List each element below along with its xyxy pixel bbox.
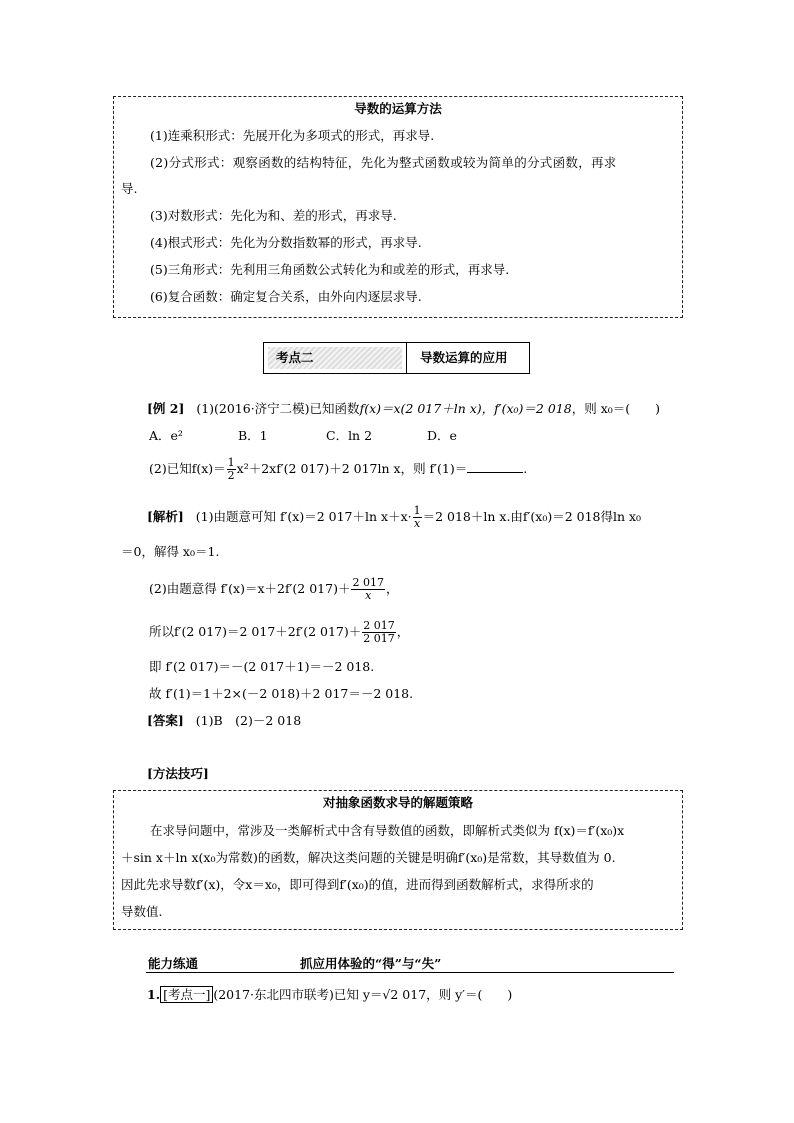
box-title: 导数的运算方法 <box>354 101 442 116</box>
example-line-1 <box>147 400 660 418</box>
fraction-2017-over-2017 <box>362 620 396 645</box>
q2-end: . <box>523 461 528 476</box>
solution-text: 所以f′(2 017)＝2 017＋2f′(2 017)＋ <box>149 624 362 639</box>
solution-line-2: ＝0，解得 x₀＝1. <box>121 544 220 559</box>
solution-text: ， <box>385 581 399 596</box>
solution-line-3 <box>149 577 398 602</box>
box-line: (6)复合函数：确定复合关系，由外向内逐层求导. <box>150 289 422 304</box>
answer-blank <box>467 462 523 473</box>
frac-num: 2 017 <box>352 576 384 589</box>
frac-den: 2 017 <box>363 632 395 645</box>
frac-num: 2 017 <box>363 619 395 632</box>
exercise-text: (2017·东北四市联考)已知 y＝√2 017，则 y′＝( ) <box>213 987 513 1002</box>
topic-tag: [考点一] <box>160 986 213 1003</box>
exercise-number: 1. <box>147 987 161 1002</box>
topic-header-divider <box>406 343 407 373</box>
solution-text: (2)由题意得 f′(x)＝x＋2f′(2 017)＋ <box>149 581 351 596</box>
example-q2 <box>149 457 527 482</box>
example-q1-function: f(x)＝x(2 017＋ln x)，f′(x₀)＝2 018 <box>359 401 572 416</box>
method-line: 因此先求导数f′(x)，令x＝x₀，即可得到f′(x₀)的值，进而得到函数解析式，求得所求的 <box>121 877 594 892</box>
topic-header <box>263 342 530 374</box>
method-line: ＋sin x＋ln x(x₀为常数)的函数，解决这类问题的关键是明确f′(x₀)是常数，其导数值为 0. <box>121 850 616 865</box>
topic-label: 考点二 <box>276 350 314 365</box>
box-line: (1)连乘积形式：先展开化为多项式的形式，再求导. <box>150 128 435 143</box>
solution-text: (1)由题意可知 f′(x)＝2 017＋ln x＋x· <box>195 509 412 524</box>
ability-left: 能力练通 <box>148 956 199 971</box>
frac-num: 1 <box>413 504 421 517</box>
frac-den: x <box>365 589 372 602</box>
box-line: (4)根式形式：先化为分数指数幂的形式，再求导. <box>150 235 422 250</box>
box-line: (3)对数形式：先化为和、差的形式，再求导. <box>150 208 397 223</box>
option-a: A．e² <box>149 428 183 443</box>
box-line: 导. <box>121 181 138 196</box>
topic-title: 导数运算的应用 <box>420 350 508 365</box>
method-box-title: 对抽象函数求导的解题策略 <box>322 795 473 810</box>
frac-num: 1 <box>227 456 235 469</box>
solution-line-4 <box>149 620 409 645</box>
ability-right: 抓应用体验的“得”与“失” <box>300 956 442 971</box>
option-b: B．1 <box>238 428 268 443</box>
answer-text: (1)B (2)－2 018 <box>195 713 302 728</box>
exercise-1 <box>147 986 512 1004</box>
frac-den: x <box>413 517 421 530</box>
answer-line <box>147 712 301 730</box>
method-line: 导数值. <box>121 904 163 919</box>
box-line: (2)分式形式：观察函数的结构特征，先化为整式函数或较为简单的分式函数，再求 <box>150 155 617 170</box>
q2-body: x²＋2xf′(2 017)＋2 017ln x，则 f′(1)＝ <box>236 461 468 476</box>
option-c: C．ln 2 <box>326 428 373 443</box>
solution-label: [解析] <box>147 509 184 524</box>
solution-line-5: 即 f′(2 017)＝－(2 017＋1)＝－2 018. <box>149 659 375 674</box>
option-d: D．e <box>427 428 457 443</box>
solution-text: ， <box>396 624 410 639</box>
ability-rule <box>146 972 674 973</box>
fraction-2017-over-x <box>351 577 385 602</box>
example-q1-ask: ，则 x₀＝( ) <box>571 401 661 416</box>
box-line: (5)三角形式：先利用三角函数公式转化为和或差的形式，再求导. <box>150 262 510 277</box>
fraction-half <box>227 457 236 482</box>
method-heading: [方法技巧] <box>147 766 209 781</box>
example-label: [例 2] <box>147 401 185 416</box>
solution-text: ＝2 018＋ln x.由f′(x₀)＝2 018得ln x₀ <box>422 509 642 524</box>
answer-label: [答案] <box>147 713 184 728</box>
fraction-one-over-x <box>413 505 422 530</box>
frac-den: 2 <box>227 469 235 482</box>
solution-line-6: 故 f′(1)＝1＋2×(－2 018)＋2 017＝－2 018. <box>149 686 414 701</box>
solution-line-1 <box>147 505 641 530</box>
method-line: 在求导问题中，常涉及一类解析式中含有导数值的函数，即解析式类似为 f(x)＝f′(x₀)x <box>150 823 625 838</box>
q2-intro: (2)已知f(x)＝ <box>149 461 226 476</box>
example-q1-intro: (1)(2016·济宁二模)已知函数 <box>196 401 360 416</box>
